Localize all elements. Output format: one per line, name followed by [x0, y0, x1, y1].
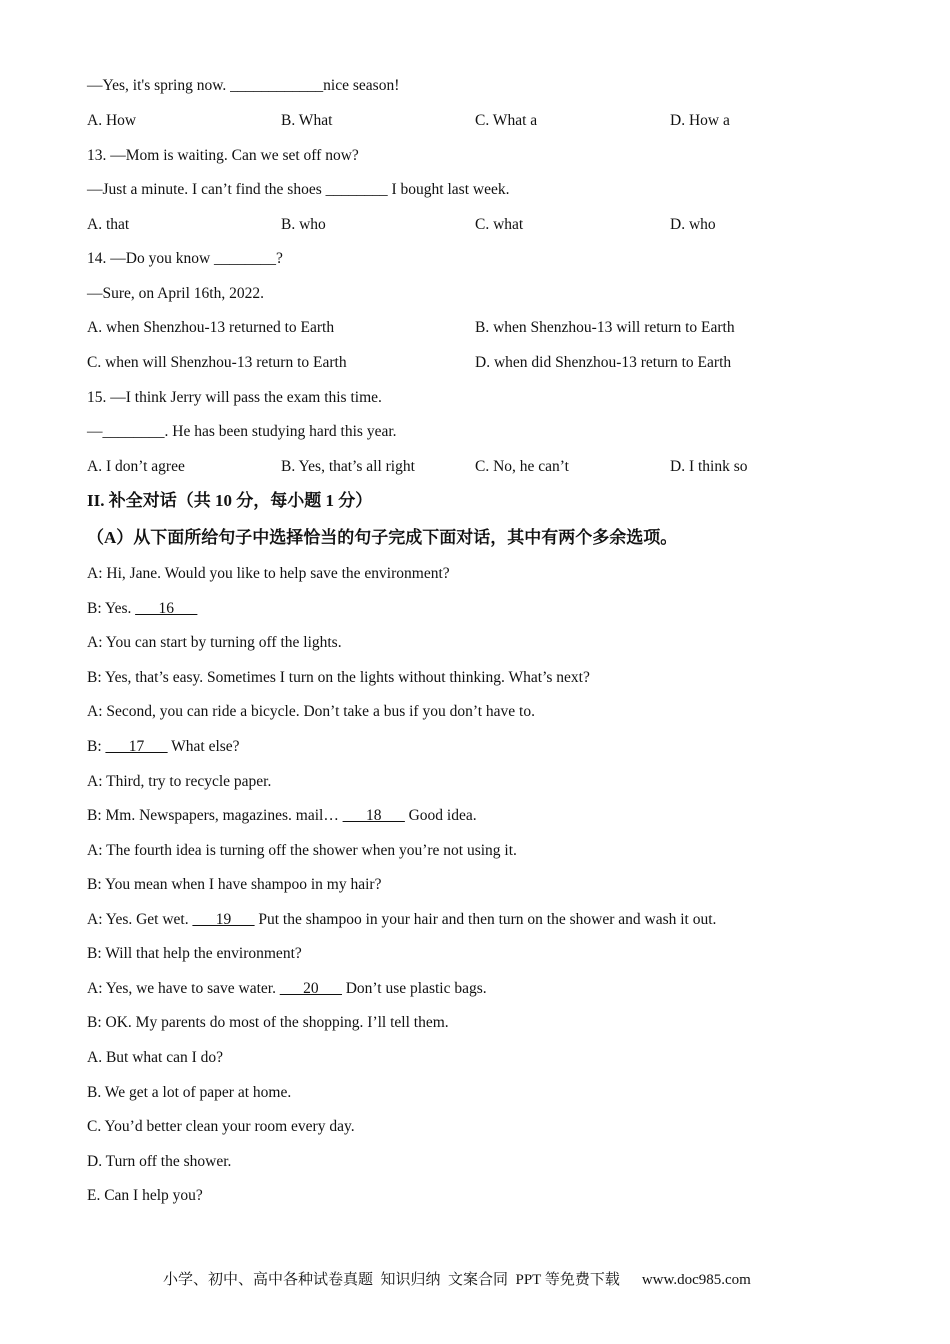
footer-text: 小学、初中、高中各种试卷真题 知识归纳 文案合同 PPT 等免费下载 — [163, 1272, 620, 1288]
q14-option-a: A. when Shenzhou-13 returned to Earth — [87, 319, 335, 336]
dialog-line: B: You mean when I have shampoo in my hair? — [87, 876, 382, 893]
q12-option-b: B. What — [281, 112, 333, 129]
dialog-line: A: Second, you can ride a bicycle. Don’t take a bus if you don’t have to. — [87, 703, 535, 720]
blank-20: ___20___ — [279, 980, 342, 997]
dialog-line: A: Third, try to recycle paper. — [87, 773, 272, 790]
blank-17: ___17___ — [105, 738, 168, 755]
dialog-line: A: Hi, Jane. Would you like to help save the environment? — [87, 565, 450, 582]
dialog-line — [87, 910, 716, 930]
choice-e: E. Can I help you? — [87, 1187, 203, 1204]
q12-option-d: D. How a — [670, 112, 730, 129]
dialog-line: B: Will that help the environment? — [87, 945, 302, 962]
footer-site-link[interactable]: www.doc985.com — [641, 1272, 751, 1288]
q13-option-b: B. who — [281, 216, 326, 233]
q15-answer-line: —________. He has been studying hard this year. — [87, 423, 397, 440]
q15-question: 15. —I think Jerry will pass the exam this time. — [87, 389, 382, 406]
q12-answer-line: —Yes, it's spring now. ____________nice season! — [87, 77, 400, 94]
q13-question: 13. —Mom is waiting. Can we set off now? — [87, 147, 359, 164]
blank-18: ___18___ — [342, 807, 405, 824]
q15-option-d: D. I think so — [670, 458, 748, 475]
q15-option-c: C. No, he can’t — [475, 458, 569, 475]
choice-c: C. You’d better clean your room every day. — [87, 1118, 355, 1135]
q14-option-d: D. when did Shenzhou-13 return to Earth — [475, 354, 732, 371]
section-subtitle: （A）从下面所给句子中选择恰当的句子完成下面对话，其中有两个多余选项。 — [87, 528, 678, 547]
q12-option-c: C. What a — [475, 112, 538, 129]
q13-option-a: A. that — [87, 216, 130, 233]
dialog-text: A: Yes. Get wet. — [87, 911, 193, 928]
dialog-line: A: You can start by turning off the lights. — [87, 634, 342, 651]
dialog-text: B: Mm. Newspapers, magazines. mail… — [87, 807, 343, 824]
q12-option-a: A. How — [87, 112, 137, 129]
page-footer — [163, 1270, 751, 1290]
dialog-text: Put the shampoo in your hair and then turn on the shower and wash it out. — [254, 911, 717, 928]
choice-d: D. Turn off the shower. — [87, 1153, 232, 1170]
dialog-text: B: — [87, 738, 106, 755]
dialog-line: A: The fourth idea is turning off the shower when you’re not using it. — [87, 842, 517, 859]
q13-answer-line: —Just a minute. I can’t find the shoes ________ I bought last week. — [87, 181, 510, 198]
q14-option-b: B. when Shenzhou-13 will return to Earth — [475, 319, 735, 336]
q14-question: 14. —Do you know ________? — [87, 250, 283, 267]
dialog-line — [87, 806, 477, 826]
dialog-line — [87, 737, 240, 757]
dialog-line: B: Yes, that’s easy. Sometimes I turn on the lights without thinking. What’s next? — [87, 669, 590, 686]
q14-option-c: C. when will Shenzhou-13 return to Earth — [87, 354, 347, 371]
blank-16: ___16___ — [135, 600, 198, 617]
choice-a: A. But what can I do? — [87, 1049, 224, 1066]
blank-19: ___19___ — [192, 911, 255, 928]
choice-b: B. We get a lot of paper at home. — [87, 1084, 292, 1101]
dialog-text: Good idea. — [404, 807, 477, 824]
dialog-text: A: Yes, we have to save water. — [87, 980, 280, 997]
dialog-text: B: Yes. — [87, 600, 136, 617]
dialog-line — [87, 599, 197, 619]
q13-option-d: D. who — [670, 216, 716, 233]
q13-option-c: C. what — [475, 216, 524, 233]
section-title: II. 补全对话（共 10 分，每小题 1 分） — [87, 491, 373, 510]
q15-option-b: B. Yes, that’s all right — [281, 458, 415, 475]
dialog-line: B: OK. My parents do most of the shopping. I’ll tell them. — [87, 1014, 449, 1031]
dialog-line — [87, 979, 487, 999]
dialog-text: Don’t use plastic bags. — [341, 980, 487, 997]
dialog-text: What else? — [167, 738, 240, 755]
q15-option-a: A. I don’t agree — [87, 458, 185, 475]
q14-answer-line: —Sure, on April 16th, 2022. — [87, 285, 264, 302]
